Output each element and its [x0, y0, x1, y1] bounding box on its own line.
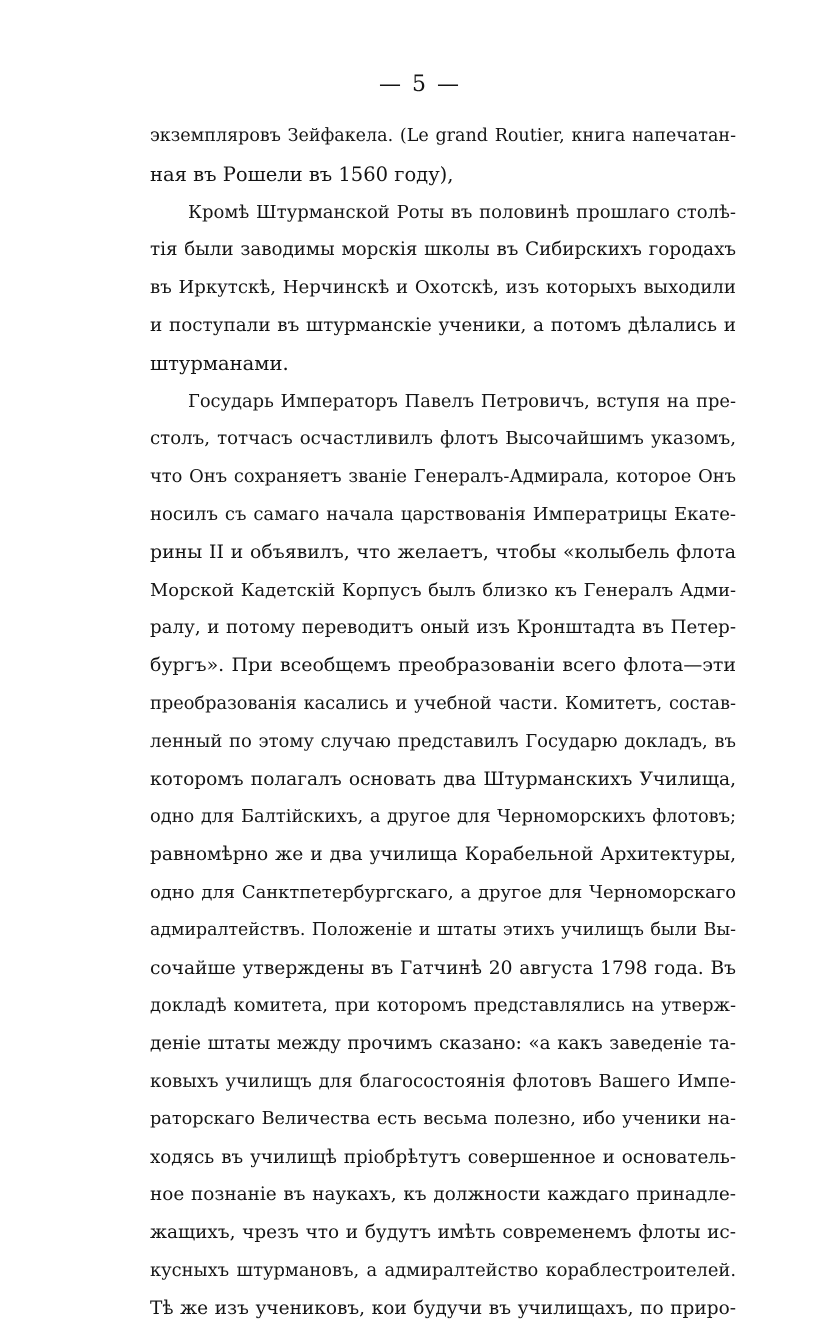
text-line: рины II и объявилъ, что желаетъ, чтобы «колыбель флота: [150, 540, 736, 563]
text-line: ное познаніе въ наукахъ, къ должности каждаго принадле-: [150, 1184, 736, 1206]
text-line: преобразованія касались и учебной части. Комитетъ, состав-: [150, 692, 736, 714]
text-line: ная въ Рошели въ 1560 году),: [150, 162, 454, 186]
text-line: ковыхъ училищъ для благосостоянія флотовъ Вашего Импе-: [150, 1070, 736, 1092]
text-line: носилъ съ самаго начала царствованія Императрицы Екате-: [150, 503, 736, 525]
text-line: одно для Санктпетербургскаго, а другое для Черноморскаго: [150, 881, 736, 903]
text-line: что Онъ сохраняетъ званіе Генералъ-Адмирала, которое Онъ: [150, 466, 736, 488]
text-line: одно для Балтійскихъ, а другое для Черноморскихъ флотовъ;: [150, 806, 736, 828]
text-line: ходясь въ училищѣ пріобрѣтутъ совершенное и основатель-: [150, 1146, 736, 1168]
text-line: сочайше утверждены въ Гатчинѣ 20 августа 1798 года. Въ: [150, 957, 736, 979]
text-line: и поступали въ штурманскіе ученики, а потомъ дѣлались и: [150, 314, 736, 336]
text-line: экземпляровъ Зейфакела. (Le grand Routier, книга напечатан-: [150, 126, 736, 146]
text-line: Тѣ же изъ учениковъ, кои будучи въ училищахъ, по приро-: [150, 1297, 736, 1319]
text-line: адмиралтействъ. Положеніе и штаты этихъ училищъ были Вы-: [150, 919, 736, 940]
text-line: которомъ полагалъ основать два Штурманскихъ Училища,: [150, 768, 736, 790]
text-line: ралу, и потому переводитъ оный изъ Кронштадта въ Петер-: [150, 617, 736, 639]
text-line: тія были заводимы морскія школы въ Сибирскихъ городахъ: [150, 239, 736, 261]
text-line: равномѣрно же и два училища Корабельной Архитектуры,: [150, 844, 736, 866]
paragraph-1: [150, 118, 736, 194]
text-line: ленный по этому случаю представилъ Государю докладъ, въ: [150, 730, 736, 752]
text-line: деніе штаты между прочимъ сказано: «а какъ заведеніе та-: [150, 1033, 736, 1055]
text-line: Государь Императоръ Павелъ Петровичъ, вступя на пре-: [188, 390, 736, 412]
text-line: штурманами.: [150, 351, 289, 375]
text-line: кусныхъ штурмановъ, а адмиралтейство кораблестроителей.: [150, 1259, 736, 1281]
text-line: Кромѣ Штурманской Роты въ половинѣ прошлаго столѣ-: [188, 201, 736, 223]
text-line: въ Иркутскѣ, Нерчинскѣ и Охотскѣ, изъ которыхъ выходили: [150, 277, 736, 299]
text-line: Морской Кадетскій Корпусъ былъ близко къ Генералъ Адми-: [150, 579, 736, 601]
paragraph-3: [150, 383, 736, 1328]
paragraph-2: [150, 194, 736, 383]
text-line: жащихъ, чрезъ что и будутъ имѣть современемъ флоты ис-: [150, 1222, 736, 1244]
text-line: раторскаго Величества есть весьма полезно, ибо ученики на-: [150, 1108, 736, 1129]
text-line: докладѣ комитета, при которомъ представлялись на утверж-: [150, 995, 736, 1017]
text-line: бургъ». При всеобщемъ преобразованіи всего флота—эти: [150, 654, 736, 677]
page-number-header: — 5 —: [379, 72, 461, 97]
text-line: столъ, тотчасъ осчастливилъ флотъ Высочайшимъ указомъ,: [150, 428, 736, 450]
body-text: [150, 118, 736, 1328]
